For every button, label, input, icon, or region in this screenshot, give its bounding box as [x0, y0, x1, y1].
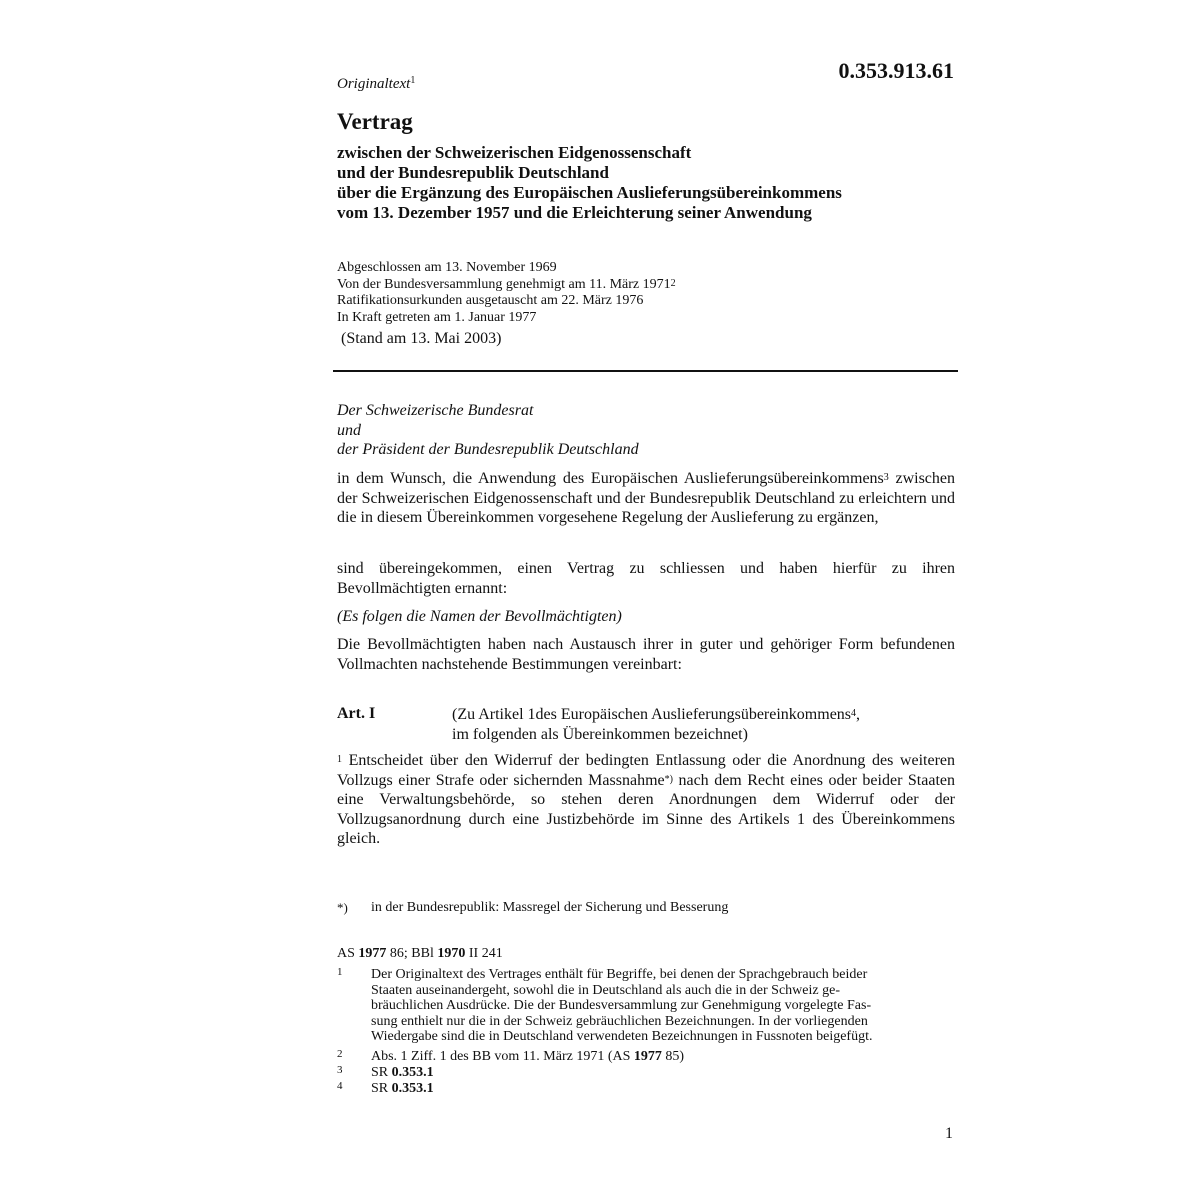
- in-force-date: In Kraft getreten am 1. Januar 1977: [337, 309, 537, 325]
- footnote-number: 2: [337, 1048, 343, 1060]
- footnote-line: Der Originaltext des Vertrages enthält für Begriffe, bei denen der Sprachgebrauch beider: [371, 967, 868, 982]
- footnote-3: 3 SR 0.353.1: [337, 1064, 434, 1080]
- party-1: Der Schweizerische Bundesrat: [337, 402, 534, 419]
- footnote-line: Staaten auseinandergeht, sowohl die in Deutschland als auch die in der Schweiz ge-: [371, 982, 840, 998]
- subtitle-line: über die Ergänzung des Europäischen Auslieferungsübereinkommens: [337, 183, 842, 202]
- star-footnote-mark: *): [337, 900, 348, 915]
- preamble-parties: [337, 401, 955, 460]
- party-conjunction: und: [337, 421, 361, 439]
- article-title: (Zu Artikel 1des Europäischen Auslieferungsübereinkommens$^4$, im folgenden als Übereinkommen bezeichnet): [452, 706, 861, 743]
- source-reference: AS 1977 86; BBl 1970 II 241: [337, 946, 503, 961]
- plenipotentiaries-note: (Es folgen die Namen der Bevollmächtigten): [337, 608, 622, 625]
- footnote-ref[interactable]: 4: [851, 708, 857, 719]
- treaty-metadata: [337, 260, 676, 326]
- article-paragraph: $^1$ Entscheidet über den Widerruf der bedingten Entlassung oder die Anordnung des weiteren Vollzugs einer Strafe oder sichernden Massnahme*) nach dem Recht eines oder beider Staaten eine Verwaltungsbehörde, so stehen deren Anordnungen dem Widerruf oder der Vollzugsanordnung durch eine Justizbehörde im Sinne des Artikels 1 des Übereinkommens gleich.: [337, 752, 955, 847]
- footnote-number: 1: [337, 966, 343, 978]
- footnote-2: 2 Abs. 1 Ziff. 1 des BB vom 11. März 1971 (AS 1977 85): [337, 1048, 685, 1064]
- status-date: (Stand am 13. Mai 2003): [341, 330, 502, 347]
- subtitle-line: zwischen der Schweizerischen Eidgenossenschaft: [337, 143, 692, 162]
- page-number: 1: [945, 1125, 953, 1142]
- sr-link[interactable]: 0.353.1: [391, 1065, 434, 1080]
- preamble-paragraph-3: Die Bevollmächtigten haben nach Austausch ihrer in guter und gehöriger Form befundenen Vollmachten nachstehende Bestimmungen vereinbart:: [337, 636, 955, 673]
- document-subtitle: [337, 143, 977, 223]
- ratification-date: Ratifikationsurkunden ausgetauscht am 22. März 1976: [337, 293, 644, 308]
- document-title: Vertrag: [337, 109, 413, 134]
- article-label: Art. I: [337, 705, 376, 722]
- subtitle-line: und der Bundesrepublik Deutschland: [337, 163, 609, 182]
- concluded-date: Abgeschlossen am 13. November 1969: [337, 260, 557, 275]
- footnote-1: [337, 967, 957, 1047]
- preamble-paragraph-1: in dem Wunsch, die Anwendung des Europäischen Auslieferungsübereinkommens$^3$ zwischen der Schweizerischen Eidgenossenschaft und der Bundesrepublik Deutschland zu erleichtern und die in diesem Übereinkommen vorgesehene Regelung der Auslieferung zu ergänzen,: [337, 470, 955, 526]
- footnote-ref[interactable]: 1: [410, 75, 416, 86]
- paragraph-number: 1: [337, 754, 342, 765]
- star-footnote-text: in der Bundesrepublik: Massregel der Sicherung und Besserung: [371, 900, 729, 915]
- footnote-line: Wiedergabe sind die in Deutschland verwendeten Bezeichnungen in Fussnoten beigefügt.: [371, 1029, 873, 1044]
- footnote-ref[interactable]: 3: [883, 472, 889, 483]
- party-2: der Präsident der Bundesrepublik Deutschland: [337, 441, 639, 458]
- divider: [333, 370, 958, 372]
- footnote-line: sung enthielt nur die in der Schweiz gebräuchlichen Bezeichnungen. In der vorliegenden: [371, 1013, 868, 1029]
- preamble-paragraph-2: sind übereingekommen, einen Vertrag zu schliessen und haben hierfür zu ihren Bevollmächtigten ernannt:: [337, 560, 955, 597]
- footnote-line: bräuchlichen Ausdrücke. Die der Bundesversammlung zur Genehmigung vorgelegte Fas-: [371, 998, 872, 1013]
- subtitle-line: vom 13. Dezember 1957 und die Erleichterung seiner Anwendung: [337, 203, 812, 222]
- footnote-4: 4 SR 0.353.1: [337, 1080, 434, 1096]
- approved-date: Von der Bundesversammlung genehmigt am 11. März 1971$^2$: [337, 276, 676, 292]
- sr-link[interactable]: 0.353.1: [391, 1081, 434, 1096]
- footnote-number: 4: [337, 1080, 343, 1092]
- footnote-ref[interactable]: 2: [670, 277, 676, 289]
- original-text-label: Originaltext$^1$: [337, 75, 416, 92]
- footnote-number: 3: [337, 1064, 343, 1076]
- footnote-ref[interactable]: *): [664, 773, 673, 785]
- sr-number: 0.353.913.61: [838, 58, 954, 83]
